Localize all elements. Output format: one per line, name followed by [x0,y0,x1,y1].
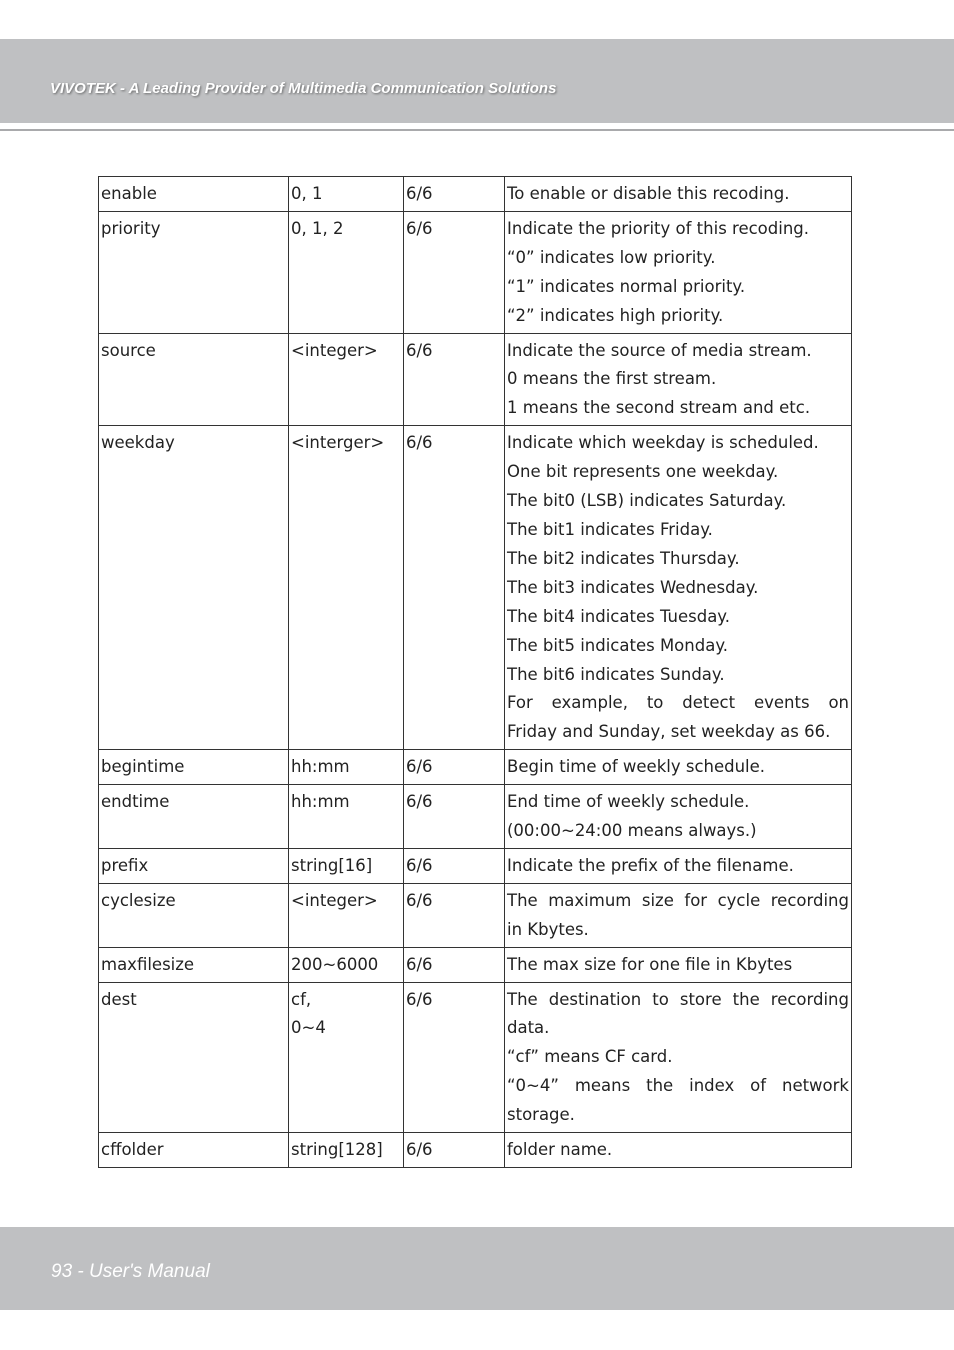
description-line: End time of weekly schedule. [507,792,750,812]
description-line: The bit2 indicates Thursday. [507,548,740,568]
security-cell: 6/6 [404,211,505,333]
description-line: For example, to detect events on [507,693,849,713]
description-cell [505,177,852,212]
parameter-name-cell: cyclesize [99,883,289,947]
value-line: hh:mm [291,757,350,777]
description-line: Friday and Sunday, set weekday as 66. [507,722,831,742]
description-line: 0 means the first stream. [507,369,717,389]
table-row [99,177,852,212]
description-cell [505,750,852,785]
description-cell [505,883,852,947]
table-row [99,1133,852,1168]
description-line: The bit1 indicates Friday. [507,519,713,539]
table-row [99,848,852,883]
parameter-value-cell [289,947,404,982]
description-line: Indicate the priority of this recoding. [507,218,810,238]
table-row [99,426,852,750]
parameter-value-cell [289,982,404,1133]
parameter-name-cell: cffolder [99,1133,289,1168]
description-line: “1” indicates normal priority. [507,276,746,296]
parameter-value-cell [289,883,404,947]
table-row [99,333,852,426]
value-line: <interger> [291,433,385,453]
value-line: <integer> [291,340,378,360]
table-row [99,750,852,785]
value-line: string[128] [291,1140,383,1160]
value-line: 0, 1, 2 [291,218,344,238]
description-cell [505,211,852,333]
parameter-name-cell: weekday [99,426,289,750]
page-number-label: 93 - User's Manual [51,1261,210,1282]
description-cell [505,785,852,849]
security-cell: 6/6 [404,333,505,426]
security-cell: 6/6 [404,947,505,982]
security-cell: 6/6 [404,883,505,947]
security-cell: 6/6 [404,848,505,883]
description-line: 1 means the second stream and etc. [507,398,811,418]
description-line: The max size for one file in Kbytes [507,954,793,974]
parameter-table-body [99,177,852,1168]
parameter-name-cell: source [99,333,289,426]
description-line: The maximum size for cycle recording [507,890,849,910]
description-line: To enable or disable this recoding. [507,184,790,203]
table-row [99,883,852,947]
security-cell: 6/6 [404,426,505,750]
table-row [99,785,852,849]
value-line: hh:mm [291,792,350,812]
table-row [99,211,852,333]
description-line: The bit5 indicates Monday. [507,635,728,655]
description-cell [505,333,852,426]
parameter-name-cell: maxfilesize [99,947,289,982]
value-line: 0, 1 [291,184,323,203]
description-line: “0” indicates low priority. [507,247,716,267]
description-line: “cf” means CF card. [507,1047,673,1067]
header-title: VIVOTEK - A Leading Provider of Multimedia Communication Solutions [50,80,557,97]
description-line: storage. [507,1105,575,1125]
parameter-name-cell: enable [99,177,289,212]
parameter-value-cell [289,750,404,785]
description-line: The bit0 (LSB) indicates Saturday. [507,491,787,511]
description-line: One bit represents one weekday. [507,462,779,482]
table-row [99,982,852,1133]
parameter-name-cell: prefix [99,848,289,883]
parameter-name-cell: begintime [99,750,289,785]
parameter-value-cell [289,848,404,883]
description-line: data. [507,1018,550,1038]
description-cell [505,1133,852,1168]
description-cell [505,426,852,750]
parameter-name-cell: priority [99,211,289,333]
value-line: string[16] [291,855,373,875]
security-cell: 6/6 [404,1133,505,1168]
description-line: Begin time of weekly schedule. [507,757,766,777]
description-line: The bit6 indicates Sunday. [507,664,725,684]
security-cell: 6/6 [404,177,505,212]
header-divider [0,129,954,131]
parameter-value-cell [289,785,404,849]
parameter-value-cell [289,1133,404,1168]
description-line: The bit3 indicates Wednesday. [507,577,759,597]
value-line: 200~6000 [291,954,379,974]
description-line: The destination to store the recording [507,989,849,1009]
description-line: Indicate the prefix of the filename. [507,855,794,875]
description-line: Indicate the source of media stream. [507,340,812,360]
description-cell [505,982,852,1133]
parameter-table [98,176,852,1168]
table-row [99,947,852,982]
parameter-value-cell [289,426,404,750]
description-cell [505,848,852,883]
description-line: “0~4” means the index of network [507,1076,849,1096]
value-line: 0~4 [291,1018,326,1038]
parameter-name-cell: dest [99,982,289,1133]
value-line: <integer> [291,890,378,910]
description-line: Indicate which weekday is scheduled. [507,433,819,453]
security-cell: 6/6 [404,982,505,1133]
security-cell: 6/6 [404,785,505,849]
description-line: (00:00~24:00 means always.) [507,821,757,841]
description-line: “2” indicates high priority. [507,305,724,325]
description-line: The bit4 indicates Tuesday. [507,606,730,626]
description-cell [505,947,852,982]
parameter-name-cell: endtime [99,785,289,849]
description-line: in Kbytes. [507,919,589,939]
parameter-value-cell [289,333,404,426]
security-cell: 6/6 [404,750,505,785]
value-line: cf, [291,989,312,1009]
parameter-value-cell [289,177,404,212]
parameter-value-cell [289,211,404,333]
description-line: folder name. [507,1140,613,1160]
